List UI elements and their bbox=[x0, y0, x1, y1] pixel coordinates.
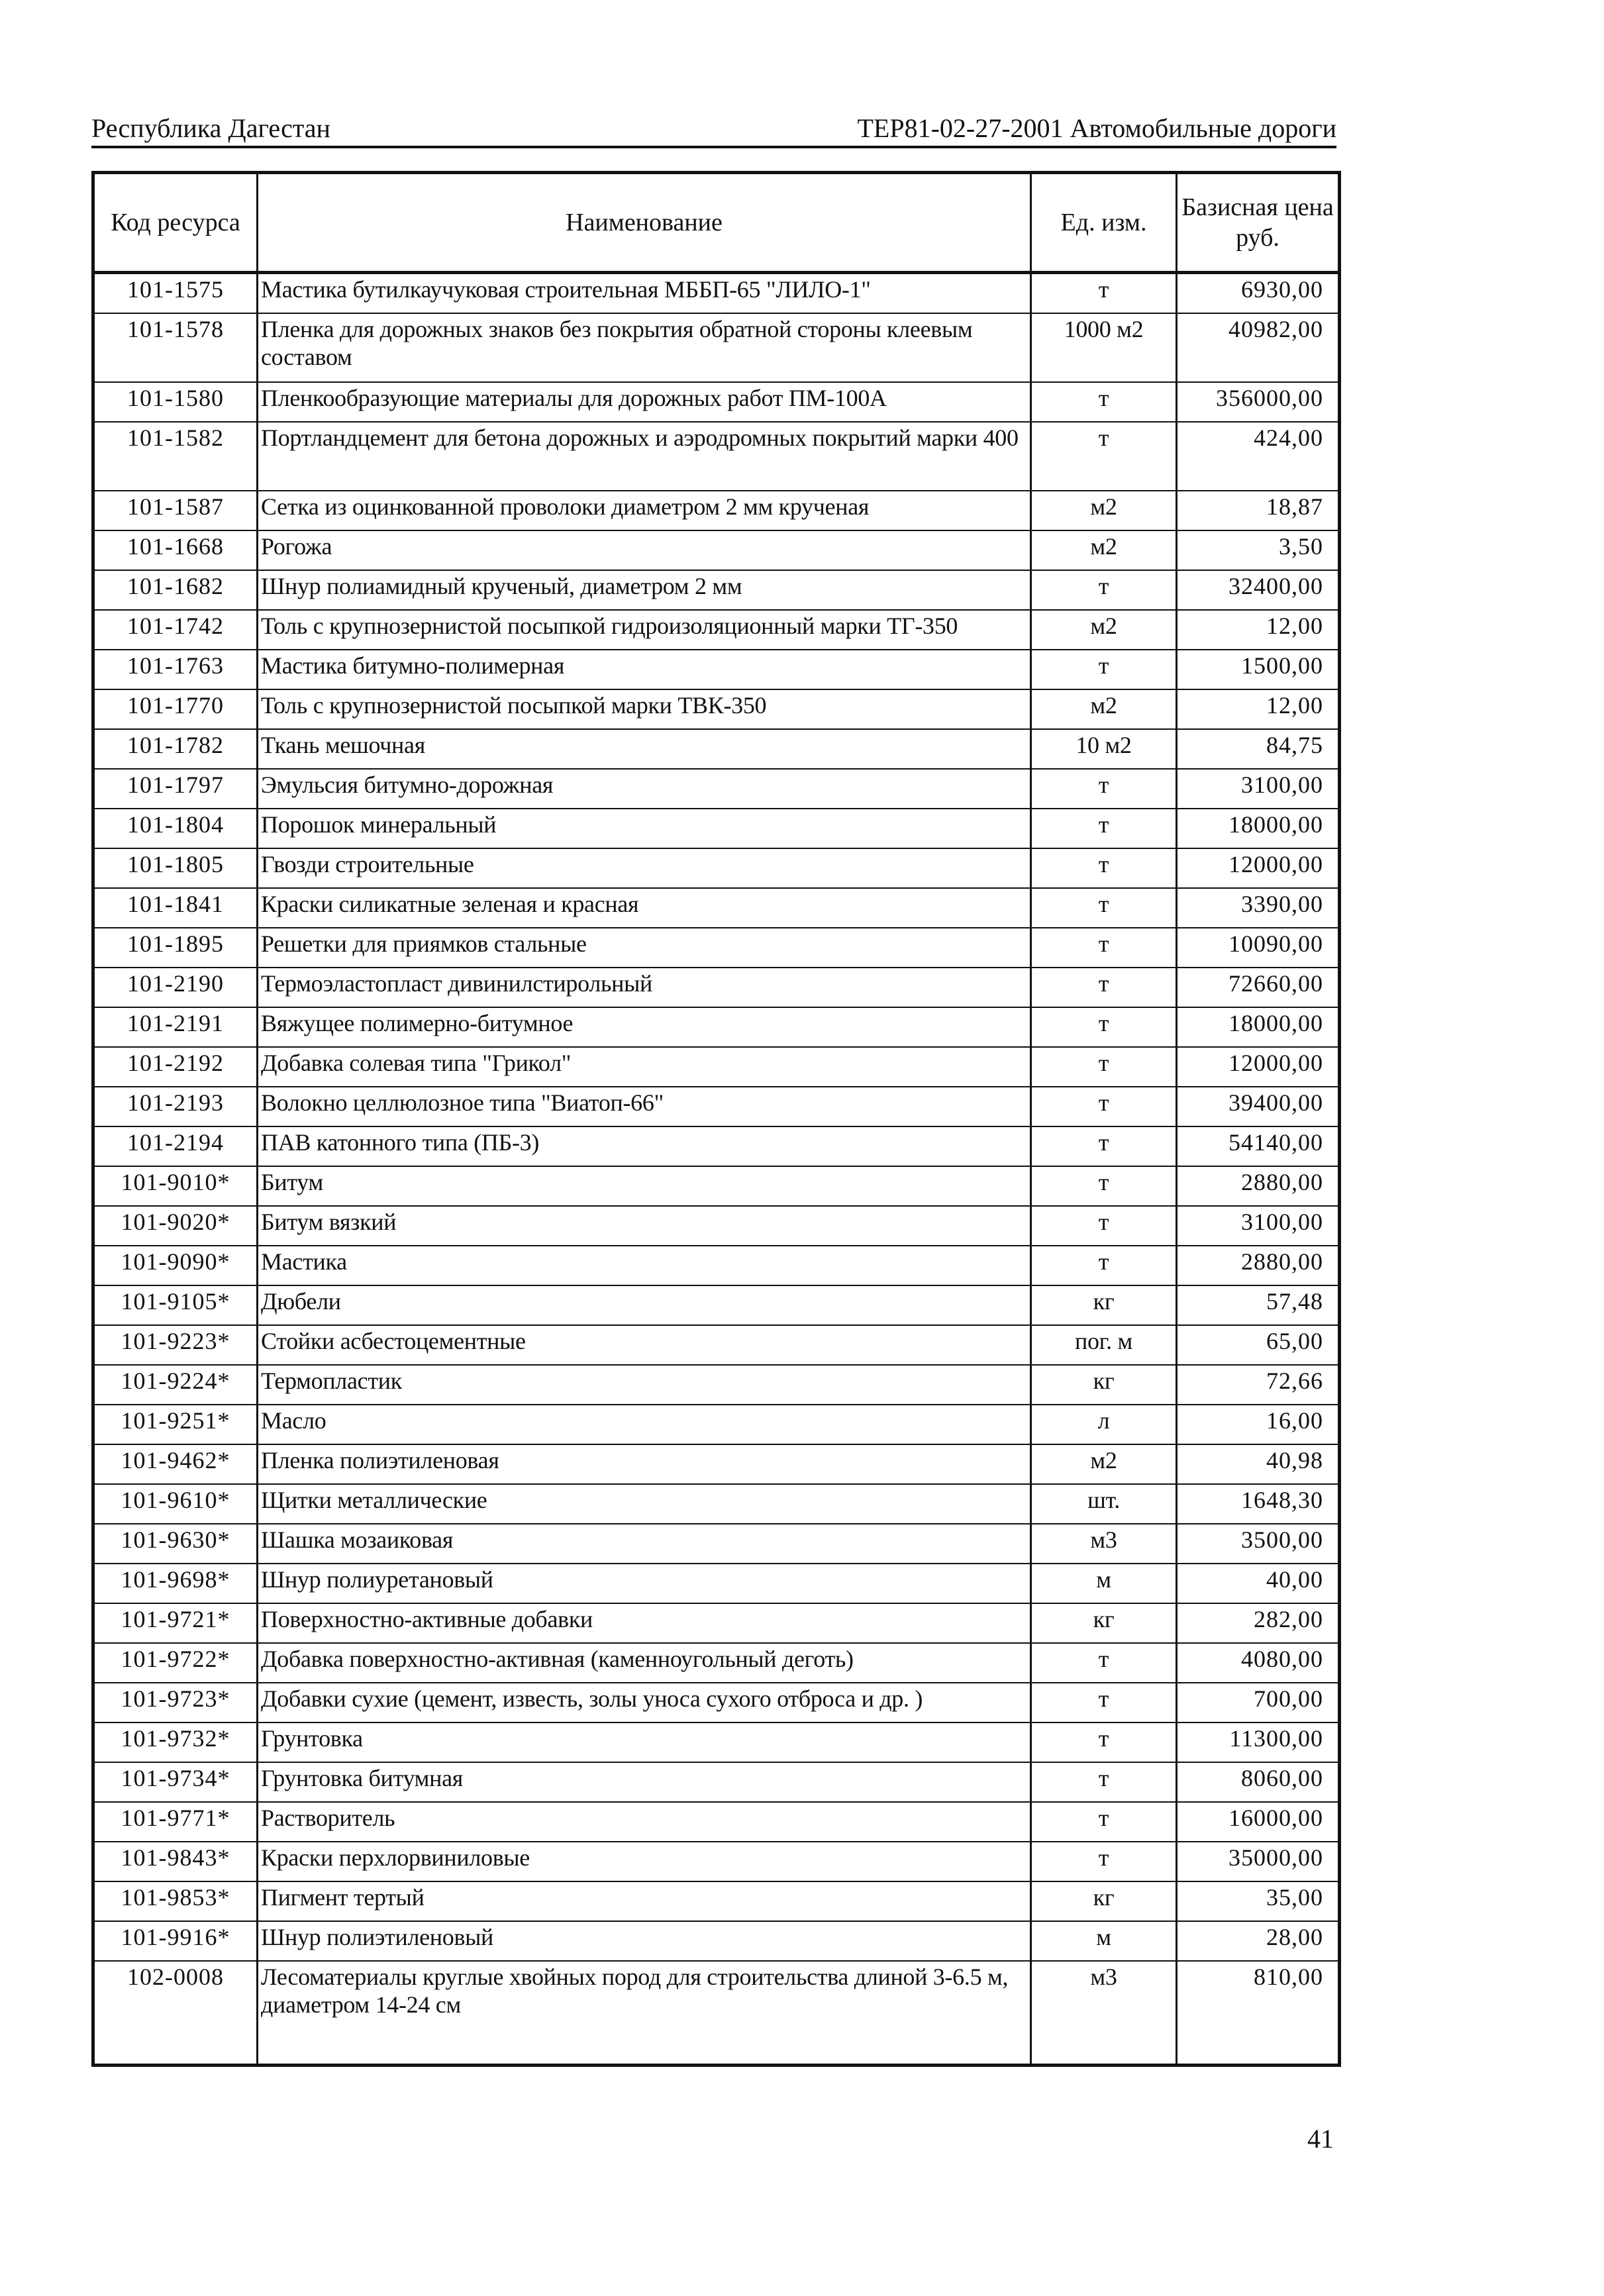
resource-name: Растворитель bbox=[258, 1802, 1031, 1842]
resource-code: 101-9843* bbox=[93, 1842, 258, 1881]
table-header-row bbox=[93, 173, 1340, 273]
page-header bbox=[91, 111, 1336, 148]
resource-unit: кг bbox=[1031, 1603, 1177, 1643]
table-row bbox=[93, 1603, 1340, 1643]
resource-price: 6930,00 bbox=[1177, 273, 1340, 314]
table-row bbox=[93, 1166, 1340, 1206]
resource-name: ПАВ катонного типа (ПБ-3) bbox=[258, 1126, 1031, 1166]
resource-unit: м2 bbox=[1031, 1444, 1177, 1484]
resource-code: 101-2193 bbox=[93, 1087, 258, 1126]
resource-price: 11300,00 bbox=[1177, 1722, 1340, 1762]
resource-unit: кг bbox=[1031, 1285, 1177, 1325]
resource-unit: т bbox=[1031, 1206, 1177, 1246]
resource-price: 282,00 bbox=[1177, 1603, 1340, 1643]
resource-price: 12,00 bbox=[1177, 689, 1340, 729]
resource-unit: м2 bbox=[1031, 610, 1177, 650]
resource-price: 1500,00 bbox=[1177, 650, 1340, 689]
column-header-price bbox=[1177, 173, 1340, 273]
resource-unit: м2 bbox=[1031, 689, 1177, 729]
resource-name: Ткань мешочная bbox=[258, 729, 1031, 769]
resource-code: 101-1805 bbox=[93, 848, 258, 888]
resource-code: 101-9010* bbox=[93, 1166, 258, 1206]
resource-code: 101-1797 bbox=[93, 769, 258, 809]
resource-name: Краски силикатные зеленая и красная bbox=[258, 888, 1031, 928]
table-row bbox=[93, 1643, 1340, 1683]
resource-price: 424,00 bbox=[1177, 422, 1340, 491]
resource-name: Шнур полиуретановый bbox=[258, 1564, 1031, 1603]
resource-code: 101-1841 bbox=[93, 888, 258, 928]
resource-price: 3100,00 bbox=[1177, 1206, 1340, 1246]
resource-price: 12,00 bbox=[1177, 610, 1340, 650]
resource-unit: т bbox=[1031, 848, 1177, 888]
table-row bbox=[93, 1285, 1340, 1325]
resource-unit: кг bbox=[1031, 1365, 1177, 1405]
resource-price: 84,75 bbox=[1177, 729, 1340, 769]
resource-code: 101-1763 bbox=[93, 650, 258, 689]
resource-name: Краски перхлорвиниловые bbox=[258, 1842, 1031, 1881]
resource-name: Мастика бутилкаучуковая строительная МББП-65 "ЛИЛО-1" bbox=[258, 273, 1031, 314]
resource-unit: м3 bbox=[1031, 1524, 1177, 1564]
resource-price: 18,87 bbox=[1177, 491, 1340, 530]
resource-name: Шнур полиэтиленовый bbox=[258, 1921, 1031, 1961]
table-row bbox=[93, 650, 1340, 689]
table-row bbox=[93, 1206, 1340, 1246]
resource-unit: 10 м2 bbox=[1031, 729, 1177, 769]
resource-code: 101-9723* bbox=[93, 1683, 258, 1722]
resource-price: 3100,00 bbox=[1177, 769, 1340, 809]
table-row bbox=[93, 1405, 1340, 1444]
resource-name: Пленкообразующие материалы для дорожных работ ПМ-100А bbox=[258, 382, 1031, 422]
resource-price: 72,66 bbox=[1177, 1365, 1340, 1405]
resource-unit: т bbox=[1031, 1802, 1177, 1842]
resource-price: 65,00 bbox=[1177, 1325, 1340, 1365]
table-row bbox=[93, 1842, 1340, 1881]
table-row bbox=[93, 1722, 1340, 1762]
resource-unit: т bbox=[1031, 1683, 1177, 1722]
table-row bbox=[93, 382, 1340, 422]
resource-name: Шашка мозаиковая bbox=[258, 1524, 1031, 1564]
resource-unit: м2 bbox=[1031, 491, 1177, 530]
resource-name: Стойки асбестоцементные bbox=[258, 1325, 1031, 1365]
resource-code: 101-9630* bbox=[93, 1524, 258, 1564]
resource-price: 18000,00 bbox=[1177, 809, 1340, 848]
resource-price: 700,00 bbox=[1177, 1683, 1340, 1722]
resource-code: 101-1682 bbox=[93, 570, 258, 610]
resource-code: 101-1742 bbox=[93, 610, 258, 650]
resource-name: Грунтовка битумная bbox=[258, 1762, 1031, 1802]
table-row bbox=[93, 1961, 1340, 2066]
resource-code: 101-1587 bbox=[93, 491, 258, 530]
table-row bbox=[93, 1524, 1340, 1564]
resource-code: 101-1578 bbox=[93, 313, 258, 382]
resource-unit: м3 bbox=[1031, 1961, 1177, 2066]
resource-unit: л bbox=[1031, 1405, 1177, 1444]
table-row bbox=[93, 1564, 1340, 1603]
resource-name: Порошок минеральный bbox=[258, 809, 1031, 848]
resource-unit: т bbox=[1031, 382, 1177, 422]
resource-name: Термоэластопласт дивинилстирольный bbox=[258, 968, 1031, 1007]
resource-code: 101-9462* bbox=[93, 1444, 258, 1484]
table-row bbox=[93, 1365, 1340, 1405]
resource-name: Вяжущее полимерно-битумное bbox=[258, 1007, 1031, 1047]
table-row bbox=[93, 273, 1340, 314]
resource-unit: т bbox=[1031, 570, 1177, 610]
resource-code: 101-9020* bbox=[93, 1206, 258, 1246]
table-row bbox=[93, 1683, 1340, 1722]
resource-unit: т bbox=[1031, 809, 1177, 848]
resource-code: 101-1580 bbox=[93, 382, 258, 422]
resource-name: Грунтовка bbox=[258, 1722, 1031, 1762]
table-row bbox=[93, 1444, 1340, 1484]
resource-code: 101-1582 bbox=[93, 422, 258, 491]
resource-name: Шнур полиамидный крученый, диаметром 2 мм bbox=[258, 570, 1031, 610]
resource-name: Дюбели bbox=[258, 1285, 1031, 1325]
table-row bbox=[93, 491, 1340, 530]
resource-code: 101-9734* bbox=[93, 1762, 258, 1802]
resource-price: 356000,00 bbox=[1177, 382, 1340, 422]
resource-unit: т bbox=[1031, 1842, 1177, 1881]
resource-code: 101-1668 bbox=[93, 530, 258, 570]
resource-code: 101-9732* bbox=[93, 1722, 258, 1762]
resource-price: 12000,00 bbox=[1177, 848, 1340, 888]
column-header-price-line1: Базисная цена bbox=[1181, 193, 1334, 221]
header-region: Республика Дагестан bbox=[91, 113, 330, 143]
resource-code: 101-9223* bbox=[93, 1325, 258, 1365]
resource-name: Пленка полиэтиленовая bbox=[258, 1444, 1031, 1484]
table-row bbox=[93, 1007, 1340, 1047]
resource-price: 35000,00 bbox=[1177, 1842, 1340, 1881]
resource-unit: т bbox=[1031, 968, 1177, 1007]
resource-unit: т bbox=[1031, 422, 1177, 491]
resource-name: Волокно целлюлозное типа "Виатоп-66" bbox=[258, 1087, 1031, 1126]
resource-unit: т bbox=[1031, 1087, 1177, 1126]
resource-name: Толь с крупнозернистой посыпкой марки ТВК-350 bbox=[258, 689, 1031, 729]
resource-unit: т bbox=[1031, 888, 1177, 928]
resource-price: 57,48 bbox=[1177, 1285, 1340, 1325]
resource-name: Решетки для приямков стальные bbox=[258, 928, 1031, 968]
resource-price: 10090,00 bbox=[1177, 928, 1340, 968]
resource-code: 101-9610* bbox=[93, 1484, 258, 1524]
resource-name: Добавка солевая типа "Грикол" bbox=[258, 1047, 1031, 1087]
resource-price: 28,00 bbox=[1177, 1921, 1340, 1961]
table-row bbox=[93, 570, 1340, 610]
resource-unit: т bbox=[1031, 1643, 1177, 1683]
table-row bbox=[93, 968, 1340, 1007]
resource-unit: т bbox=[1031, 1007, 1177, 1047]
resource-price: 2880,00 bbox=[1177, 1166, 1340, 1206]
resource-code: 101-2191 bbox=[93, 1007, 258, 1047]
resource-name: Щитки металлические bbox=[258, 1484, 1031, 1524]
table-row bbox=[93, 1802, 1340, 1842]
resource-price: 3390,00 bbox=[1177, 888, 1340, 928]
resource-unit: кг bbox=[1031, 1881, 1177, 1921]
table-row bbox=[93, 1047, 1340, 1087]
resource-unit: м2 bbox=[1031, 530, 1177, 570]
resource-unit: т bbox=[1031, 1246, 1177, 1285]
resource-name: Добавки сухие (цемент, известь, золы уноса сухого отброса и др. ) bbox=[258, 1683, 1031, 1722]
resource-code: 101-2190 bbox=[93, 968, 258, 1007]
resource-price: 35,00 bbox=[1177, 1881, 1340, 1921]
table-row bbox=[93, 610, 1340, 650]
resource-price: 2880,00 bbox=[1177, 1246, 1340, 1285]
table-row bbox=[93, 729, 1340, 769]
resource-unit: пог. м bbox=[1031, 1325, 1177, 1365]
table-row bbox=[93, 1484, 1340, 1524]
resource-code: 102-0008 bbox=[93, 1961, 258, 2066]
resource-unit: м bbox=[1031, 1921, 1177, 1961]
resource-unit: т bbox=[1031, 769, 1177, 809]
resource-price: 3500,00 bbox=[1177, 1524, 1340, 1564]
resource-unit: т bbox=[1031, 1166, 1177, 1206]
resource-price: 72660,00 bbox=[1177, 968, 1340, 1007]
table-row bbox=[93, 1126, 1340, 1166]
resource-unit: т bbox=[1031, 928, 1177, 968]
resource-code: 101-9251* bbox=[93, 1405, 258, 1444]
resource-unit: 1000 м2 bbox=[1031, 313, 1177, 382]
resource-price: 54140,00 bbox=[1177, 1126, 1340, 1166]
resource-name: Мастика битумно-полимерная bbox=[258, 650, 1031, 689]
resource-price: 32400,00 bbox=[1177, 570, 1340, 610]
table-row bbox=[93, 1087, 1340, 1126]
resource-code: 101-1804 bbox=[93, 809, 258, 848]
resource-name: Эмульсия битумно-дорожная bbox=[258, 769, 1031, 809]
resource-code: 101-9771* bbox=[93, 1802, 258, 1842]
column-header-code: Код ресурса bbox=[93, 173, 258, 273]
resource-unit: т bbox=[1031, 273, 1177, 314]
resource-code: 101-9722* bbox=[93, 1643, 258, 1683]
table-row bbox=[93, 689, 1340, 729]
resource-name: Гвозди строительные bbox=[258, 848, 1031, 888]
resource-unit: т bbox=[1031, 650, 1177, 689]
table-row bbox=[93, 809, 1340, 848]
resource-name: Добавка поверхностно-активная (каменноугольный деготь) bbox=[258, 1643, 1031, 1683]
table-row bbox=[93, 1921, 1340, 1961]
resource-name: Пленка для дорожных знаков без покрытия обратной стороны клеевым составом bbox=[258, 313, 1031, 382]
table-row bbox=[93, 888, 1340, 928]
column-header-unit: Ед. изм. bbox=[1031, 173, 1177, 273]
resource-price: 40,00 bbox=[1177, 1564, 1340, 1603]
resource-code: 101-1575 bbox=[93, 273, 258, 314]
resource-code: 101-9224* bbox=[93, 1365, 258, 1405]
resource-unit: т bbox=[1031, 1047, 1177, 1087]
resource-price: 8060,00 bbox=[1177, 1762, 1340, 1802]
table-row bbox=[93, 928, 1340, 968]
resource-name: Рогожа bbox=[258, 530, 1031, 570]
page-number: 41 bbox=[1307, 2124, 1334, 2154]
resource-code: 101-9721* bbox=[93, 1603, 258, 1643]
resource-name: Сетка из оцинкованной проволоки диаметром 2 мм крученая bbox=[258, 491, 1031, 530]
resource-price: 1648,30 bbox=[1177, 1484, 1340, 1524]
column-header-price-line2: руб. bbox=[1236, 224, 1279, 252]
table-row bbox=[93, 1325, 1340, 1365]
table-row bbox=[93, 769, 1340, 809]
table-body bbox=[93, 273, 1340, 2066]
resource-name: Термопластик bbox=[258, 1365, 1031, 1405]
resource-name: Мастика bbox=[258, 1246, 1031, 1285]
resource-unit: шт. bbox=[1031, 1484, 1177, 1524]
table-row bbox=[93, 1881, 1340, 1921]
resource-name: Битум bbox=[258, 1166, 1031, 1206]
resource-price-table bbox=[91, 171, 1341, 2067]
resource-name: Толь с крупнозернистой посыпкой гидроизоляционный марки ТГ-350 bbox=[258, 610, 1031, 650]
resource-price: 16,00 bbox=[1177, 1405, 1340, 1444]
resource-price: 40,98 bbox=[1177, 1444, 1340, 1484]
resource-code: 101-1770 bbox=[93, 689, 258, 729]
resource-price: 16000,00 bbox=[1177, 1802, 1340, 1842]
resource-code: 101-9090* bbox=[93, 1246, 258, 1285]
resource-code: 101-1895 bbox=[93, 928, 258, 968]
resource-unit: т bbox=[1031, 1126, 1177, 1166]
resource-price: 18000,00 bbox=[1177, 1007, 1340, 1047]
resource-price: 3,50 bbox=[1177, 530, 1340, 570]
table-row bbox=[93, 530, 1340, 570]
resource-price: 12000,00 bbox=[1177, 1047, 1340, 1087]
resource-code: 101-9105* bbox=[93, 1285, 258, 1325]
resource-name: Масло bbox=[258, 1405, 1031, 1444]
resource-code: 101-2194 bbox=[93, 1126, 258, 1166]
resource-code: 101-9916* bbox=[93, 1921, 258, 1961]
resource-unit: м bbox=[1031, 1564, 1177, 1603]
resource-name: Поверхностно-активные добавки bbox=[258, 1603, 1031, 1643]
resource-code: 101-1782 bbox=[93, 729, 258, 769]
resource-name: Пигмент тертый bbox=[258, 1881, 1031, 1921]
resource-price: 4080,00 bbox=[1177, 1643, 1340, 1683]
table-row bbox=[93, 1246, 1340, 1285]
table-row bbox=[93, 1762, 1340, 1802]
resource-price: 40982,00 bbox=[1177, 313, 1340, 382]
resource-unit: т bbox=[1031, 1722, 1177, 1762]
column-header-name: Наименование bbox=[258, 173, 1031, 273]
resource-name: Портландцемент для бетона дорожных и аэродромных покрытий марки 400 bbox=[258, 422, 1031, 491]
table-row bbox=[93, 422, 1340, 491]
resource-price: 39400,00 bbox=[1177, 1087, 1340, 1126]
table-row bbox=[93, 848, 1340, 888]
table-row bbox=[93, 313, 1340, 382]
resource-price: 810,00 bbox=[1177, 1961, 1340, 2066]
resource-name: Битум вязкий bbox=[258, 1206, 1031, 1246]
resource-unit: т bbox=[1031, 1762, 1177, 1802]
resource-name: Лесоматериалы круглые хвойных пород для строительства длиной 3-6.5 м, диаметром 14-24 см bbox=[258, 1961, 1031, 2066]
resource-code: 101-2192 bbox=[93, 1047, 258, 1087]
header-document-title: ТЕР81-02-27-2001 Автомобильные дороги bbox=[857, 113, 1336, 143]
resource-code: 101-9853* bbox=[93, 1881, 258, 1921]
resource-code: 101-9698* bbox=[93, 1564, 258, 1603]
